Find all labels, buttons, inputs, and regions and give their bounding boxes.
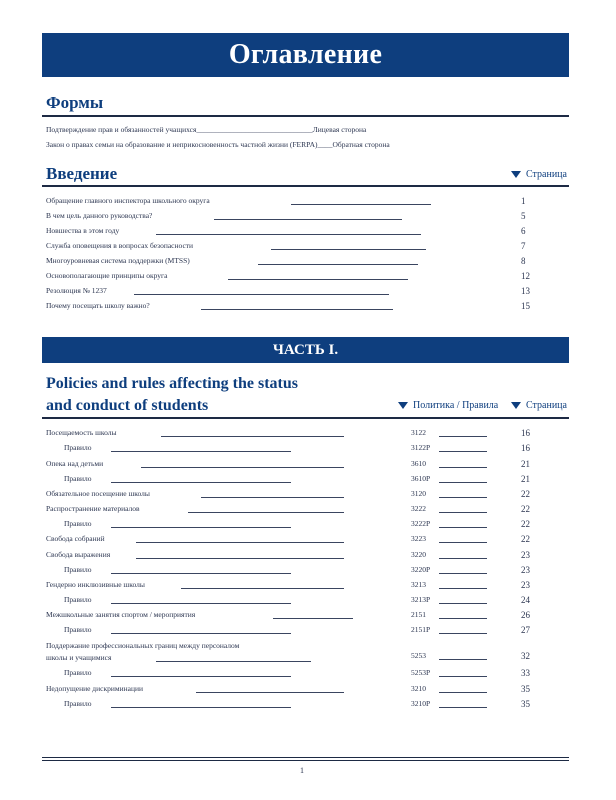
intro-row-page: 5	[521, 211, 526, 221]
policy-code: 3610	[411, 459, 426, 468]
rule-row[interactable]	[46, 668, 566, 682]
policy-code: 3213	[411, 580, 426, 589]
policy-code: 3222	[411, 504, 426, 513]
intro-row-label: Многоуровневая система поддержки (MTSS)	[46, 256, 190, 265]
forms-heading: Формы	[46, 93, 104, 112]
leader-line	[136, 558, 344, 559]
policy-code: 5253P	[411, 668, 431, 677]
intro-row-label: Новшества в этом году	[46, 226, 120, 235]
policy-page: 23	[521, 565, 530, 575]
policy-page: 27	[521, 625, 530, 635]
policy-row-label: Правило	[64, 474, 92, 483]
rule-row[interactable]	[46, 443, 566, 457]
leader-line	[111, 633, 291, 634]
leader-line	[161, 436, 344, 437]
policy-code: 3213P	[411, 595, 431, 604]
intro-row[interactable]	[46, 241, 566, 255]
intro-row-label: Служба оповещения в вопросах безопасности	[46, 241, 194, 250]
intro-row[interactable]	[46, 271, 566, 285]
policy-row-label: Недопущение дискриминации	[46, 684, 144, 693]
leader-line	[439, 467, 487, 468]
intro-row[interactable]	[46, 256, 566, 270]
leader-line	[111, 451, 291, 452]
intro-rule	[42, 185, 569, 187]
part-title-line-1: Policies and rules affecting the status	[46, 375, 298, 392]
policy-row-label: Обязательное посещение школы	[46, 489, 150, 498]
policy-page: 22	[521, 534, 530, 544]
leader-line	[111, 676, 291, 677]
leader-line	[273, 618, 353, 619]
policy-row-label: Межшкольные занятия спортом / мероприятия	[46, 610, 196, 619]
intro-row-page: 15	[521, 301, 530, 311]
leader-line	[439, 451, 487, 452]
intro-row-label: Почему посещать школу важно?	[46, 301, 150, 310]
part-title-line-2: and conduct of students	[46, 397, 209, 414]
rule-row[interactable]	[46, 625, 566, 639]
leader-line	[111, 603, 291, 604]
policy-page: 33	[521, 668, 530, 678]
leader-line	[141, 467, 344, 468]
policy-row[interactable]	[46, 534, 566, 548]
intro-row-label: В чем цель данного руководства?	[46, 211, 153, 220]
footer-rule-1	[42, 757, 569, 758]
policy-row-label: Правило	[64, 565, 92, 574]
intro-row-page: 13	[521, 286, 530, 296]
policy-row[interactable]	[46, 610, 566, 624]
policy-row-label: Правило	[64, 519, 92, 528]
intro-row-page: 8	[521, 256, 526, 266]
policy-row-label: Свобода выражения	[46, 550, 111, 559]
policy-header	[398, 400, 498, 411]
policy-code: 3210P	[411, 699, 431, 708]
leader-line	[214, 219, 402, 220]
triangle-down-icon	[398, 402, 408, 409]
leader-line	[258, 264, 418, 265]
policy-row-label: Поддержание профессиональных границ между персоналом	[46, 641, 240, 650]
policy-row-label: Гендерно инклюзивные школы	[46, 580, 145, 589]
policy-page: 22	[521, 504, 530, 514]
policy-row-label-cont: школы и учащимися	[46, 653, 112, 662]
leader-line	[111, 573, 291, 574]
leader-line	[196, 692, 344, 693]
policy-page: 23	[521, 550, 530, 560]
intro-row[interactable]	[46, 286, 566, 300]
leader-line	[271, 249, 426, 250]
part-banner	[42, 337, 569, 363]
policy-header-label: Политика / Правила	[413, 400, 499, 411]
page-number: 1	[300, 766, 304, 775]
policy-code: 5253	[411, 651, 426, 660]
leader-line	[439, 558, 487, 559]
policy-row-label: Опека над детьми	[46, 459, 104, 468]
intro-row-page: 7	[521, 241, 526, 251]
intro-page-header	[511, 169, 567, 180]
policy-row[interactable]	[46, 428, 566, 442]
leader-line	[439, 542, 487, 543]
leader-line	[228, 279, 408, 280]
policy-page: 32	[521, 651, 530, 661]
leader-line	[156, 234, 421, 235]
policy-page: 16	[521, 428, 530, 438]
policy-row[interactable]	[46, 550, 566, 564]
intro-row[interactable]	[46, 196, 566, 210]
leader-line	[188, 512, 344, 513]
policy-page: 35	[521, 684, 530, 694]
policy-code: 3122P	[411, 443, 431, 452]
leader-line	[134, 294, 389, 295]
page-title: Оглавление	[228, 39, 383, 70]
policy-code: 3120	[411, 489, 426, 498]
policy-row-label: Распространение материалов	[46, 504, 140, 513]
leader-line	[439, 692, 487, 693]
part-label: ЧАСТЬ I.	[272, 342, 339, 358]
intro-row-label: Основополагающие принципы округа	[46, 271, 168, 280]
leader-line	[291, 204, 431, 205]
leader-line	[111, 482, 291, 483]
leader-line	[439, 512, 487, 513]
policy-row[interactable]	[46, 489, 566, 503]
leader-line	[439, 573, 487, 574]
leader-line	[111, 707, 291, 708]
policy-page: 26	[521, 610, 530, 620]
policy-page: 24	[521, 595, 530, 605]
part-page-header	[511, 400, 567, 411]
intro-row-page: 1	[521, 196, 526, 206]
policy-row[interactable]	[46, 641, 566, 662]
policy-code: 3210	[411, 684, 426, 693]
leader-line	[439, 676, 487, 677]
intro-row[interactable]	[46, 226, 566, 240]
leader-line	[111, 527, 291, 528]
rule-row[interactable]	[46, 565, 566, 579]
intro-row[interactable]	[46, 301, 566, 315]
footer-rule-2	[42, 760, 569, 761]
intro-row-page: 6	[521, 226, 526, 236]
policy-row-label: Правило	[64, 699, 92, 708]
rule-row[interactable]	[46, 595, 566, 609]
leader-line	[439, 659, 487, 660]
intro-row-page: 12	[521, 271, 530, 281]
triangle-down-icon	[511, 402, 521, 409]
policy-row[interactable]	[46, 580, 566, 594]
leader-line	[439, 618, 487, 619]
policy-code: 3220P	[411, 565, 431, 574]
intro-page-header-label: Страница	[526, 169, 567, 180]
forms-rule	[42, 115, 569, 117]
title-banner	[42, 33, 569, 77]
policy-row[interactable]	[46, 459, 566, 473]
policy-page: 35	[521, 699, 530, 709]
triangle-down-icon	[511, 171, 521, 178]
part-title	[46, 373, 298, 417]
policy-code: 3122	[411, 428, 426, 437]
rule-row[interactable]	[46, 519, 566, 533]
policy-row[interactable]	[46, 684, 566, 698]
leader-line	[439, 633, 487, 634]
policy-code: 3220	[411, 550, 426, 559]
intro-row-label: Обращение главного инспектора школьного округа	[46, 196, 210, 205]
policy-row-label: Посещаемость школы	[46, 428, 117, 437]
policy-row-label: Правило	[64, 625, 92, 634]
policy-code: 3610P	[411, 474, 431, 483]
policy-row-label: Правило	[64, 443, 92, 452]
forms-line-1[interactable]: Подтверждение прав и обязанностей учащихся_______________________________Лицевая сторона	[46, 125, 367, 134]
policy-row-label: Правило	[64, 595, 92, 604]
leader-line	[201, 497, 344, 498]
policy-code: 3223	[411, 534, 426, 543]
leader-line	[201, 309, 393, 310]
policy-page: 23	[521, 580, 530, 590]
policy-page: 21	[521, 474, 530, 484]
policy-page: 21	[521, 459, 530, 469]
rule-row[interactable]	[46, 699, 566, 713]
policy-page: 16	[521, 443, 530, 453]
leader-line	[156, 661, 311, 662]
forms-line-2[interactable]: Закон о правах семьи на образование и неприкосновенность частной жизни (FERPA)____Обратная сторона	[46, 140, 390, 149]
policy-code: 3222P	[411, 519, 431, 528]
intro-heading: Введение	[46, 164, 118, 183]
leader-line	[136, 542, 344, 543]
intro-row[interactable]	[46, 211, 566, 225]
policy-row[interactable]	[46, 504, 566, 518]
leader-line	[439, 482, 487, 483]
leader-line	[439, 707, 487, 708]
leader-line	[439, 588, 487, 589]
policy-row-label: Свобода собраний	[46, 534, 105, 543]
part-rule	[42, 417, 569, 419]
policy-row-label: Правило	[64, 668, 92, 677]
intro-row-label: Резолюция № 1237	[46, 286, 107, 295]
policy-code: 2151	[411, 610, 426, 619]
policy-code: 2151P	[411, 625, 431, 634]
leader-line	[181, 588, 344, 589]
rule-row[interactable]	[46, 474, 566, 488]
policy-page: 22	[521, 519, 530, 529]
leader-line	[439, 497, 487, 498]
part-page-header-label: Страница	[526, 400, 567, 411]
leader-line	[439, 527, 487, 528]
policy-page: 22	[521, 489, 530, 499]
leader-line	[439, 436, 487, 437]
leader-line	[439, 603, 487, 604]
